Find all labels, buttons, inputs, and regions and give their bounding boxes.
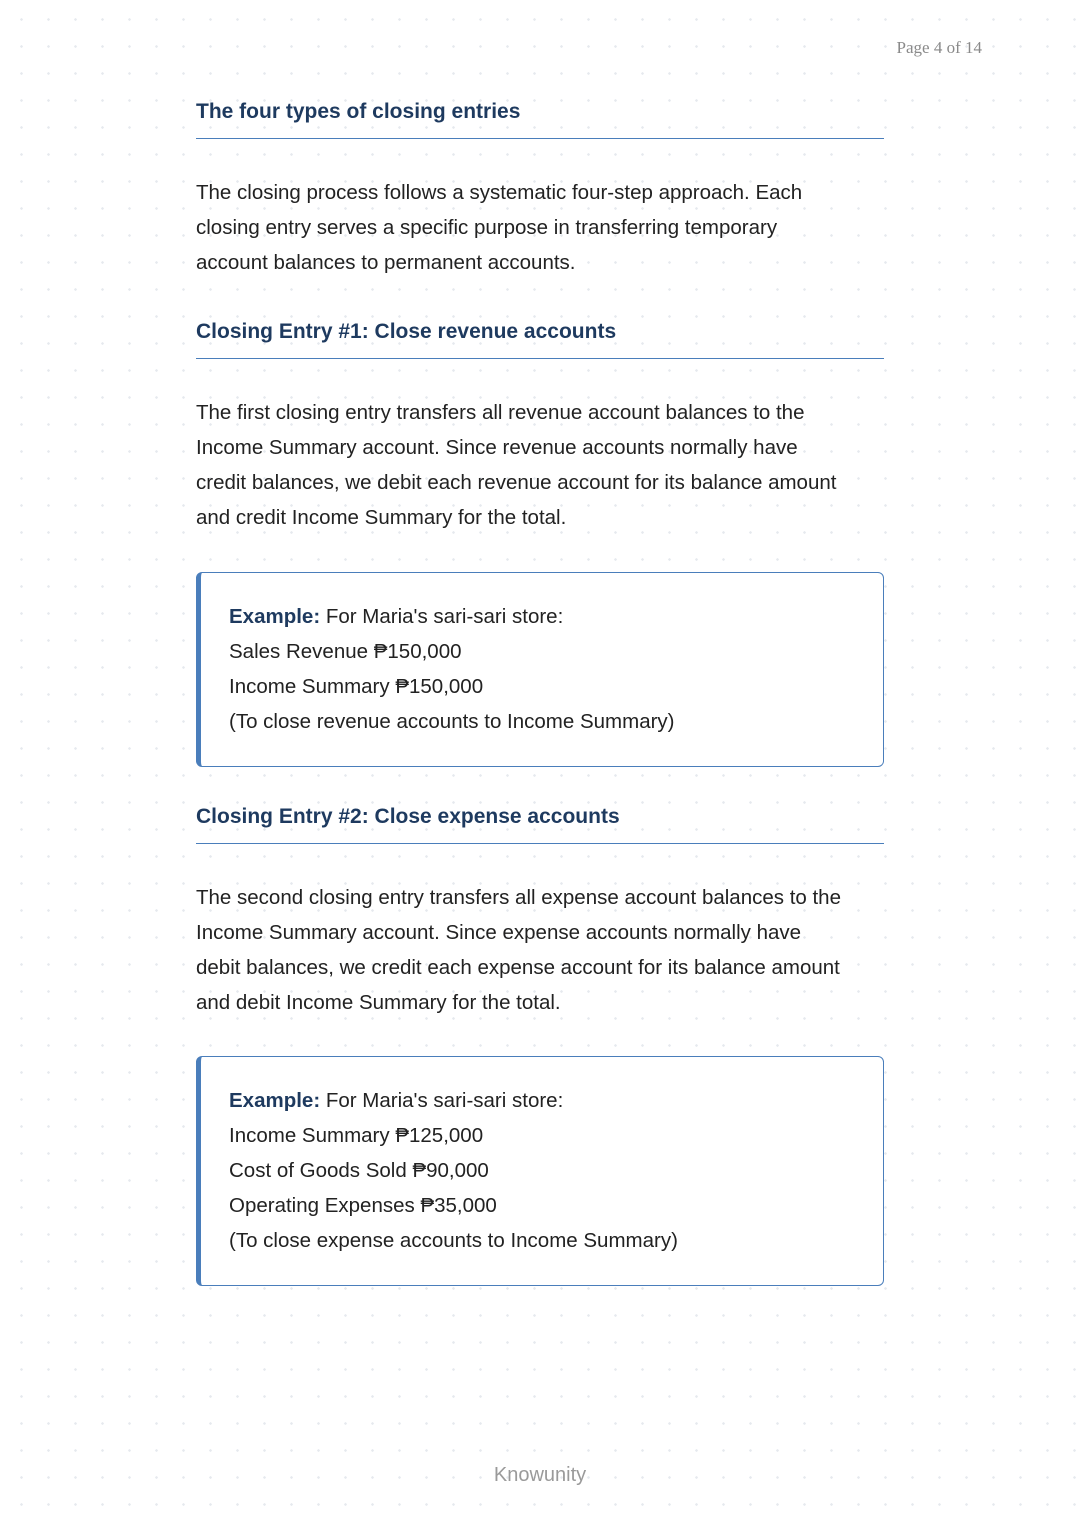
- example-line: (To close expense accounts to Income Summary): [229, 1229, 678, 1252]
- example-intro-text: For Maria's sari-sari store:: [320, 605, 564, 628]
- entry1-paragraph: [196, 395, 884, 535]
- example-intro: [229, 1083, 855, 1118]
- example-label: Example:: [229, 1089, 321, 1112]
- entry2-heading: Closing Entry #2: Close expense accounts: [196, 805, 884, 844]
- example-line: Operating Expenses ₱35,000: [229, 1194, 497, 1217]
- example-line: Income Summary ₱125,000: [229, 1124, 484, 1147]
- example-label: Example:: [229, 605, 321, 628]
- paragraph-line: debit balances, we credit each expense account for its balance amount: [196, 956, 840, 979]
- paragraph-line: The first closing entry transfers all revenue account balances to the: [196, 401, 805, 424]
- section-heading: The four types of closing entries: [196, 100, 884, 139]
- document-content: [196, 100, 884, 1286]
- example-intro-text: For Maria's sari-sari store:: [320, 1089, 564, 1112]
- entry2-example-box: [196, 1056, 884, 1286]
- example-line: Sales Revenue ₱150,000: [229, 640, 462, 663]
- footer-brand: Knowunity: [493, 1464, 587, 1486]
- paragraph-line: Income Summary account. Since expense accounts normally have: [196, 921, 802, 944]
- example-line: Cost of Goods Sold ₱90,000: [229, 1159, 489, 1182]
- intro-paragraph: [196, 175, 884, 280]
- paragraph-line: The closing process follows a systematic four-step approach. Each: [196, 181, 803, 204]
- entry1-heading: Closing Entry #1: Close revenue accounts: [196, 320, 884, 359]
- entry1-example-box: [196, 572, 884, 767]
- paragraph-line: The second closing entry transfers all expense account balances to the: [196, 886, 841, 909]
- entry2-paragraph: [196, 880, 884, 1020]
- example-line: Income Summary ₱150,000: [229, 675, 484, 698]
- example-intro: [229, 599, 855, 634]
- paragraph-line: account balances to permanent accounts.: [196, 251, 576, 274]
- paragraph-line: and debit Income Summary for the total.: [196, 991, 561, 1014]
- paragraph-line: credit balances, we debit each revenue account for its balance amount: [196, 471, 837, 494]
- paragraph-line: closing entry serves a specific purpose in transferring temporary: [196, 216, 778, 239]
- paragraph-line: Income Summary account. Since revenue accounts normally have: [196, 436, 798, 459]
- example-line: (To close revenue accounts to Income Summary): [229, 710, 675, 733]
- page-number: Page 4 of 14: [896, 38, 982, 57]
- paragraph-line: and credit Income Summary for the total.: [196, 506, 567, 529]
